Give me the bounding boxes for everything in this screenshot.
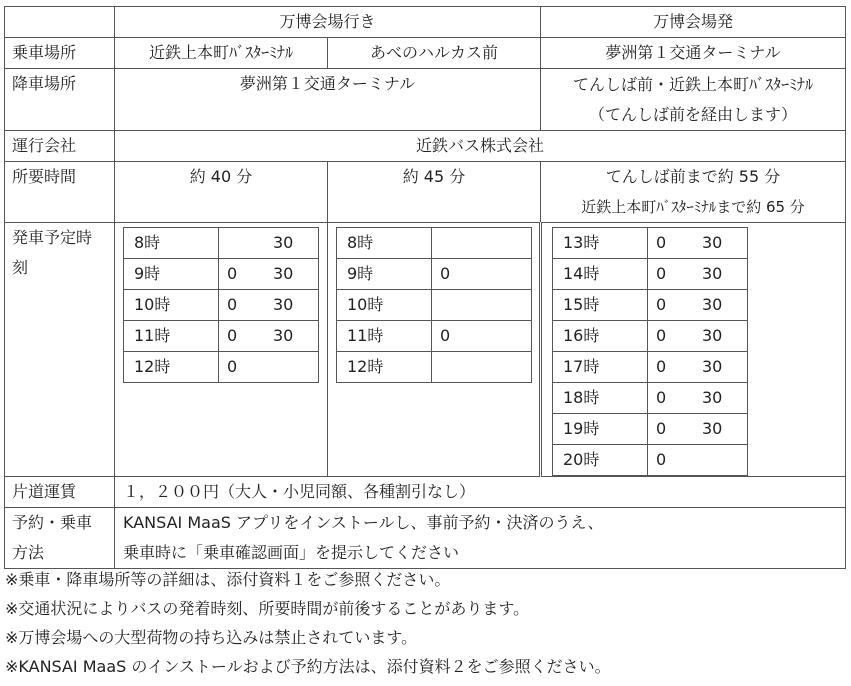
timetable-minutes — [648, 352, 748, 383]
timetable-row — [124, 321, 319, 352]
timetable-hour: 9時 — [124, 259, 219, 290]
operator-label: 運行会社 — [5, 131, 115, 162]
reservation-label-line2: 方法 — [12, 543, 45, 562]
timetable-minute: 0 — [656, 233, 667, 252]
duration-from-expo-line2: 近鉄上本町ﾊﾞｽﾀｰﾐﾅﾙまで約 65 分 — [581, 198, 805, 216]
schedule-yumeshima-cell — [541, 223, 846, 477]
timetable-minute: 30 — [702, 388, 723, 407]
note-item: ※万博会場への大型荷物の持ち込みは禁止されています。 — [5, 628, 418, 647]
timetable-minute: 0 — [656, 264, 667, 283]
schedule-harukas-cell — [328, 223, 541, 477]
timetable-minutes — [219, 352, 319, 383]
timetable-hour: 15時 — [553, 290, 648, 321]
schedule-label-line2: 刻 — [12, 258, 29, 277]
timetable-minute: 0 — [656, 419, 667, 438]
timetable-row — [124, 352, 319, 383]
boarding-label: 乗車場所 — [5, 38, 115, 69]
timetable-minute: 30 — [273, 295, 294, 314]
timetable-uehonmachi — [123, 227, 319, 383]
timetable-hour: 18時 — [553, 383, 648, 414]
timetable-minutes — [432, 259, 532, 290]
timetable-row — [337, 352, 532, 383]
schedule-uehonmachi-cell — [115, 223, 328, 477]
alighting-to-expo: 夢洲第１交通ターミナル — [115, 69, 541, 131]
timetable-minutes — [432, 290, 532, 321]
timetable-minutes — [219, 228, 319, 259]
timetable-row — [337, 321, 532, 352]
alighting-from-expo-line1: てんしば前・近鉄上本町ﾊﾞｽﾀｰﾐﾅﾙ — [572, 74, 813, 94]
timetable-minutes — [432, 321, 532, 352]
note-item: ※KANSAI MaaS のインストールおよび予約方法は、添付資料２をご参照ください。 — [5, 657, 611, 676]
schedule-label — [5, 223, 115, 477]
timetable-minutes — [648, 290, 748, 321]
timetable-hour: 10時 — [337, 290, 432, 321]
reservation-label-line1: 予約・乗車 — [12, 513, 93, 532]
timetable-minute: 0 — [656, 326, 667, 345]
timetable-minute: 30 — [273, 233, 294, 252]
timetable-yumeshima — [552, 227, 748, 476]
timetable-hour: 13時 — [553, 228, 648, 259]
duration-to-expo-harukas: 約 45 分 — [328, 162, 541, 223]
timetable-minute: 0 — [227, 264, 238, 283]
note-item: ※乗車・降車場所等の詳細は、添付資料１をご参照ください。 — [5, 570, 451, 589]
timetable-minute: 0 — [227, 295, 238, 314]
timetable-minute: 0 — [656, 450, 667, 469]
timetable-minutes — [648, 228, 748, 259]
timetable-row — [337, 228, 532, 259]
notes-section — [5, 565, 611, 681]
timetable-minutes — [219, 321, 319, 352]
timetable-hour: 14時 — [553, 259, 648, 290]
reservation-value-line2: 乗車時に「乗車確認画面」を提示してください — [123, 543, 460, 562]
timetable-minute: 0 — [656, 388, 667, 407]
timetable-minute: 0 — [227, 326, 238, 345]
timetable-hour: 20時 — [553, 445, 648, 476]
timetable-minutes — [432, 228, 532, 259]
timetable-minute: 0 — [656, 295, 667, 314]
header-blank-cell — [5, 7, 115, 38]
timetable-row — [337, 290, 532, 321]
timetable-minute: 30 — [273, 326, 294, 345]
timetable-hour: 8時 — [124, 228, 219, 259]
reservation-value — [115, 508, 846, 569]
timetable-row — [553, 228, 748, 259]
alighting-from-expo — [541, 69, 846, 131]
reservation-value-line1: KANSAI MaaS アプリをインストールし、事前予約・決済のうえ、 — [123, 513, 604, 532]
timetable-hour: 11時 — [124, 321, 219, 352]
timetable-row — [553, 383, 748, 414]
header-to-expo: 万博会場行き — [115, 7, 541, 38]
timetable-hour: 19時 — [553, 414, 648, 445]
operator-value: 近鉄バス株式会社 — [115, 131, 846, 162]
duration-from-expo-line1: てんしば前まで約 55 分 — [605, 167, 781, 186]
timetable-minute: 30 — [702, 233, 723, 252]
bus-info-table — [4, 6, 846, 569]
timetable-row — [553, 352, 748, 383]
boarding-from-expo: 夢洲第１交通ターミナル — [541, 38, 846, 69]
boarding-to-expo-harukas: あべのハルカス前 — [328, 38, 541, 69]
schedule-label-line1: 発車予定時 — [12, 228, 93, 247]
timetable-minute: 0 — [440, 264, 451, 283]
timetable-minute: 30 — [702, 264, 723, 283]
timetable-minute: 30 — [702, 326, 723, 345]
alighting-from-expo-line2: （てんしば前を経由します） — [588, 104, 797, 124]
header-from-expo: 万博会場発 — [541, 7, 846, 38]
duration-to-expo-uehonmachi: 約 40 分 — [115, 162, 328, 223]
timetable-hour: 12時 — [337, 352, 432, 383]
timetable-minute: 30 — [702, 295, 723, 314]
duration-label: 所要時間 — [5, 162, 115, 223]
timetable-minutes — [648, 321, 748, 352]
timetable-hour: 8時 — [337, 228, 432, 259]
timetable-hour: 16時 — [553, 321, 648, 352]
alighting-label: 降車場所 — [5, 69, 115, 131]
timetable-hour: 10時 — [124, 290, 219, 321]
timetable-minutes — [648, 259, 748, 290]
fare-value: １，２００円（大人・小児同額、各種割引なし） — [115, 477, 846, 508]
timetable-minute: 30 — [702, 357, 723, 376]
boarding-to-expo-uehonmachi: 近鉄上本町ﾊﾞｽﾀｰﾐﾅﾙ — [115, 38, 328, 69]
timetable-row — [124, 259, 319, 290]
timetable-minutes — [432, 352, 532, 383]
timetable-row — [553, 321, 748, 352]
timetable-minutes — [648, 414, 748, 445]
timetable-hour: 11時 — [337, 321, 432, 352]
timetable-row — [337, 259, 532, 290]
reservation-label — [5, 508, 115, 569]
timetable-minutes — [219, 290, 319, 321]
timetable-minutes — [648, 383, 748, 414]
timetable-minute: 30 — [702, 419, 723, 438]
timetable-minutes — [219, 259, 319, 290]
duration-from-expo — [541, 162, 846, 223]
timetable-harukas — [336, 227, 532, 383]
timetable-row — [553, 290, 748, 321]
timetable-minutes — [648, 445, 748, 476]
timetable-row — [553, 445, 748, 476]
timetable-minute: 30 — [273, 264, 294, 283]
timetable-row — [124, 228, 319, 259]
timetable-row — [553, 414, 748, 445]
timetable-hour: 12時 — [124, 352, 219, 383]
fare-label: 片道運賃 — [5, 477, 115, 508]
note-item: ※交通状況によりバスの発着時刻、所要時間が前後することがあります。 — [5, 599, 530, 618]
timetable-row — [124, 290, 319, 321]
timetable-minute: 0 — [656, 357, 667, 376]
timetable-minute: 0 — [227, 357, 238, 376]
timetable-minute: 0 — [440, 326, 451, 345]
timetable-row — [553, 259, 748, 290]
timetable-hour: 9時 — [337, 259, 432, 290]
timetable-hour: 17時 — [553, 352, 648, 383]
